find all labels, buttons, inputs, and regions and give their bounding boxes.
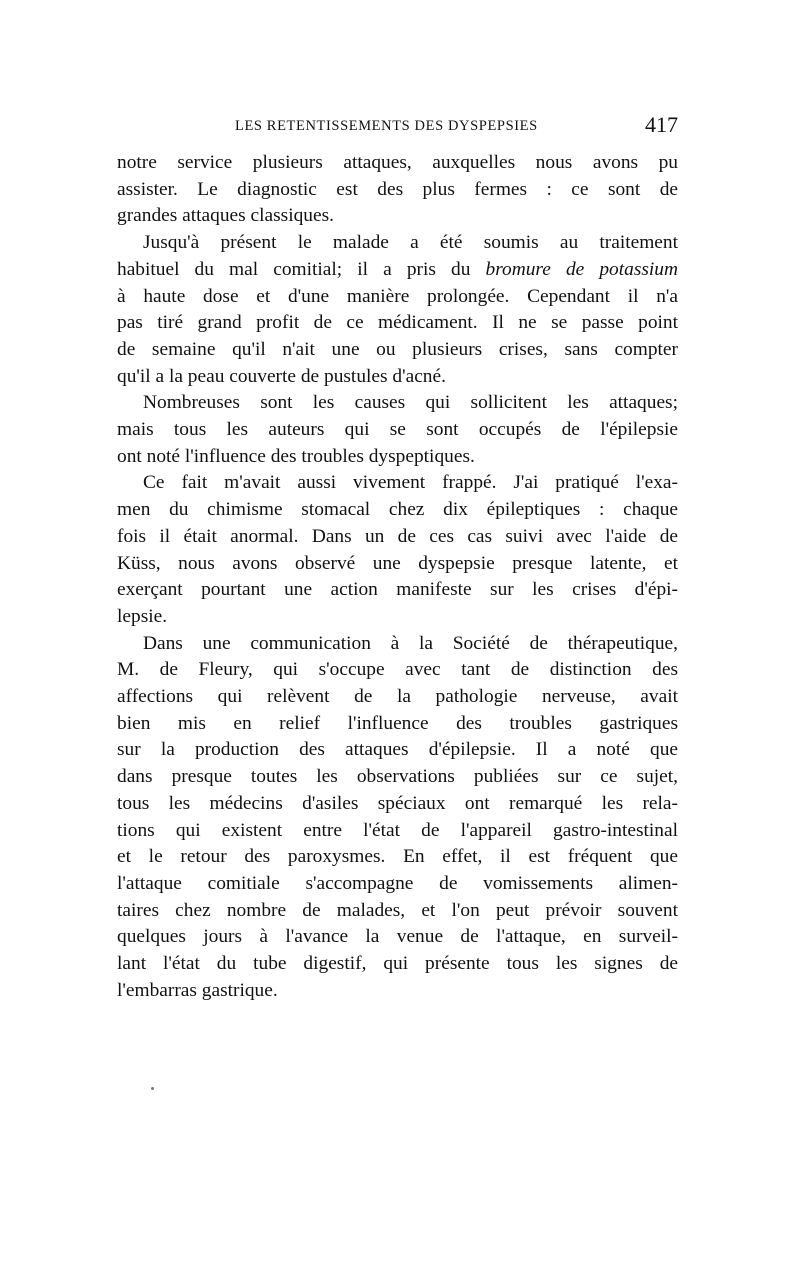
text-line: sur la production des attaques d'épilepsie. Il a noté que	[117, 739, 678, 761]
text-line: l'embarras gastrique.	[117, 979, 278, 1001]
text-line: qu'il a la peau couverte de pustules d'acné.	[117, 365, 446, 387]
paragraph	[117, 390, 678, 470]
text-line: à haute dose et d'une manière prolongée. Cependant il n'a	[117, 285, 678, 307]
text-line: ont noté l'influence des troubles dyspeptiques.	[117, 445, 475, 467]
page-number: 417	[645, 112, 678, 137]
text-line: assister. Le diagnostic est des plus fermes : ce sont de	[117, 178, 678, 200]
text-line	[117, 257, 678, 284]
text-line: grandes attaques classiques.	[117, 205, 334, 227]
text-line: M. de Fleury, qui s'occupe avec tant de distinction des	[117, 659, 678, 681]
text-line: quelques jours à l'avance la venue de l'attaque, en surveil-	[117, 926, 678, 948]
paragraph	[117, 150, 678, 230]
text-line: l'attaque comitiale s'accompagne de vomissements alimen-	[117, 872, 678, 894]
text-line: tous les médecins d'asiles spéciaux ont remarqué les rela-	[117, 792, 678, 814]
text-line: Ce fait m'avait aussi vivement frappé. J'ai pratiqué l'exa-	[143, 472, 678, 494]
text-line: fois il était anormal. Dans un de ces cas suivi avec l'aide de	[117, 525, 678, 547]
text-line: exerçant pourtant une action manifeste sur les crises d'épi-	[117, 579, 678, 601]
page-header	[117, 112, 678, 144]
text-line: lepsie.	[117, 605, 168, 627]
text-line: de semaine qu'il n'ait une ou plusieurs crises, sans compter	[117, 338, 678, 360]
text-line: Jusqu'à présent le malade a été soumis au traitement	[143, 232, 678, 254]
text-line: notre service plusieurs attaques, auxquelles nous avons pu	[117, 152, 678, 173]
text-line: bien mis en relief l'influence des troubles gastriques	[117, 712, 678, 734]
text-line: lant l'état du tube digestif, qui présente tous les signes de	[117, 953, 678, 975]
text-line: Dans une communication à la Société de thérapeutique,	[143, 632, 678, 654]
text-line: mais tous les auteurs qui se sont occupés de l'épilepsie	[117, 419, 678, 441]
paragraph	[117, 631, 678, 1005]
running-title: LES RETENTISSEMENTS DES DYSPEPSIES	[235, 118, 538, 134]
print-speck	[151, 1087, 154, 1090]
text-line: taires chez nombre de malades, et l'on peut prévoir souvent	[117, 899, 678, 921]
italic-term: bromure de potassium	[485, 258, 678, 280]
text-line: tions qui existent entre l'état de l'appareil gastro-intestinal	[117, 819, 678, 841]
text-line: Nombreuses sont les causes qui sollicitent les attaques;	[143, 392, 678, 414]
text-line: dans presque toutes les observations publiées sur ce sujet,	[117, 766, 678, 788]
text-line: et le retour des paroxysmes. En effet, il est fréquent que	[117, 846, 678, 868]
text-line: Küss, nous avons observé une dyspepsie presque latente, et	[117, 552, 678, 574]
body-text	[117, 150, 678, 1005]
paragraph	[117, 230, 678, 390]
paragraph	[117, 470, 678, 630]
text-line: men du chimisme stomacal chez dix épileptiques : chaque	[117, 499, 678, 521]
text-run: habituel du mal comitial; il a pris du	[117, 258, 486, 280]
text-line: pas tiré grand profit de ce médicament. Il ne se passe point	[117, 312, 678, 334]
text-line: affections qui relèvent de la pathologie nerveuse, avait	[117, 686, 678, 708]
